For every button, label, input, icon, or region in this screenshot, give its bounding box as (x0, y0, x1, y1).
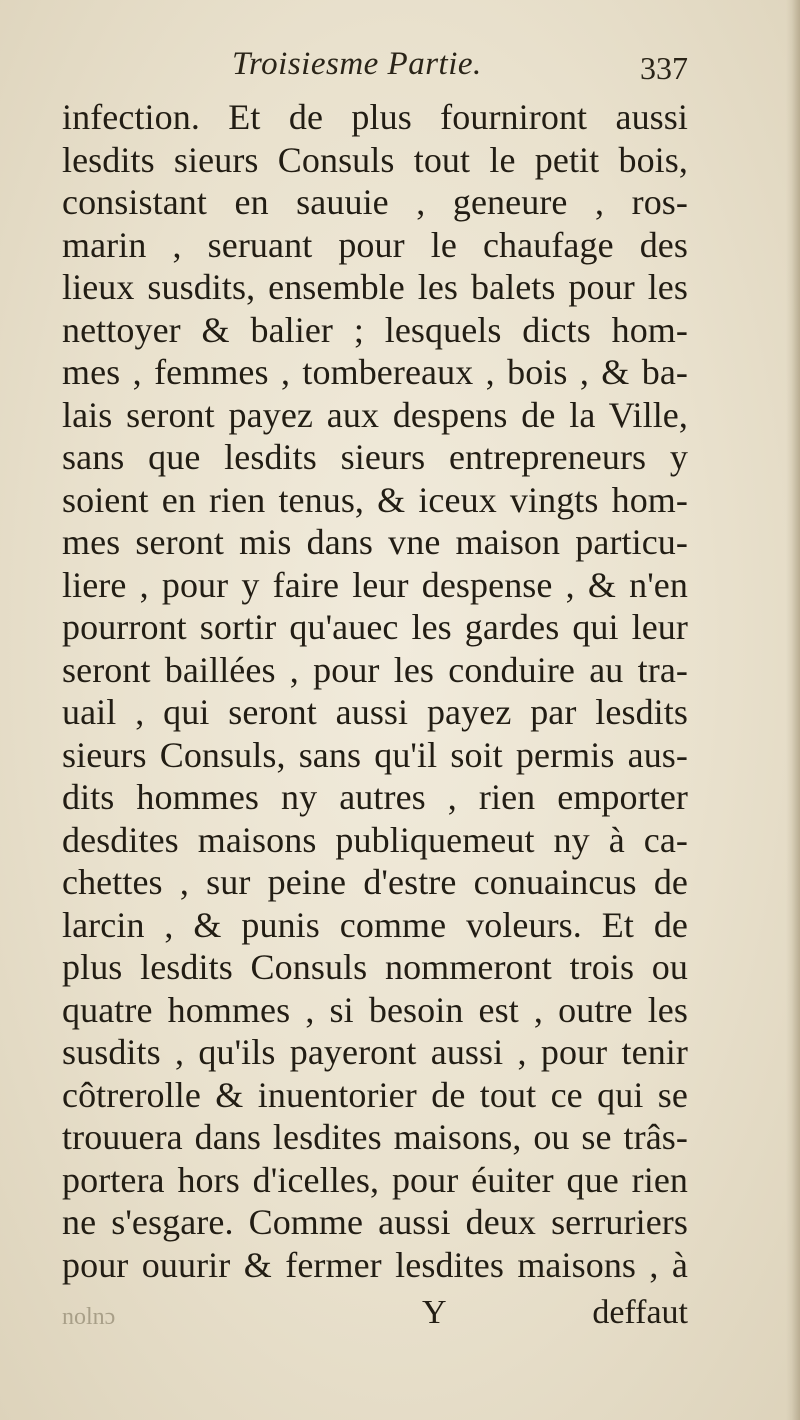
text-line: nettoyer & balier ; lesquels dicts hom- (62, 309, 688, 350)
text-line: trouuera dans lesdites maisons, ou se trâs- (62, 1117, 688, 1157)
text-line: portera hors d'icelles, pour éuiter que rien (62, 1159, 688, 1200)
page-footer (62, 1294, 688, 1338)
text-line: sieurs Consuls, sans qu'il soit permis aus- (62, 734, 688, 775)
text-line: côtrerolle & inuentorier de tout ce qui se (62, 1074, 688, 1115)
text-line: seront baillées , pour les conduire au tra- (62, 649, 688, 690)
text-line: desdites maisons publiquemeut ny à ca- (62, 819, 688, 860)
page-gutter-shadow (786, 0, 800, 1420)
page-number: 337 (640, 50, 688, 86)
text-line: pour ouurir & fermer lesdites maisons , à (62, 1244, 688, 1285)
text-line: liere , pour y faire leur despense , & n'en (62, 564, 688, 605)
text-line: infection. Et de plus fourniront aussi (62, 97, 688, 137)
text-line: uail , qui seront aussi payez par lesdits (62, 692, 688, 732)
signature-mark: Y (422, 1294, 447, 1331)
show-through-text: nolnɔ (62, 1304, 116, 1330)
text-line: susdits , qu'ils payeront aussi , pour tenir (62, 1032, 688, 1072)
text-line: pourront sortir qu'auec les gardes qui leur (62, 607, 688, 647)
text-line: soient en rien tenus, & iceux vingts hom- (62, 479, 688, 520)
text-line: larcin , & punis comme voleurs. Et de (62, 904, 688, 945)
text-line: mes , femmes , tombereaux , bois , & ba- (62, 352, 688, 392)
text-line: dits hommes ny autres , rien emporter (62, 777, 688, 817)
text-line: consistant en sauuie , geneure , ros- (62, 182, 688, 222)
text-line: ne s'esgare. Comme aussi deux serruriers (62, 1202, 688, 1242)
text-line: plus lesdits Consuls nommeront trois ou (62, 947, 688, 987)
page-header (62, 44, 688, 94)
text-line: chettes , sur peine d'estre conuaincus de (62, 862, 688, 902)
text-line: mes seront mis dans vne maison particu- (62, 522, 688, 562)
text-line: lieux susdits, ensemble les balets pour les (62, 267, 688, 307)
body-text (62, 96, 688, 1286)
text-line: lesdits sieurs Consuls tout le petit bois, (62, 139, 688, 180)
text-line: quatre hommes , si besoin est , outre les (62, 989, 688, 1030)
text-line: sans que lesdits sieurs entrepreneurs y (62, 437, 688, 477)
text-line: lais seront payez aux despens de la Ville, (62, 394, 688, 435)
running-title: Troisiesme Partie. (232, 46, 482, 82)
text-line: marin , seruant pour le chaufage des (62, 224, 688, 265)
catchword: deffaut (592, 1294, 688, 1331)
